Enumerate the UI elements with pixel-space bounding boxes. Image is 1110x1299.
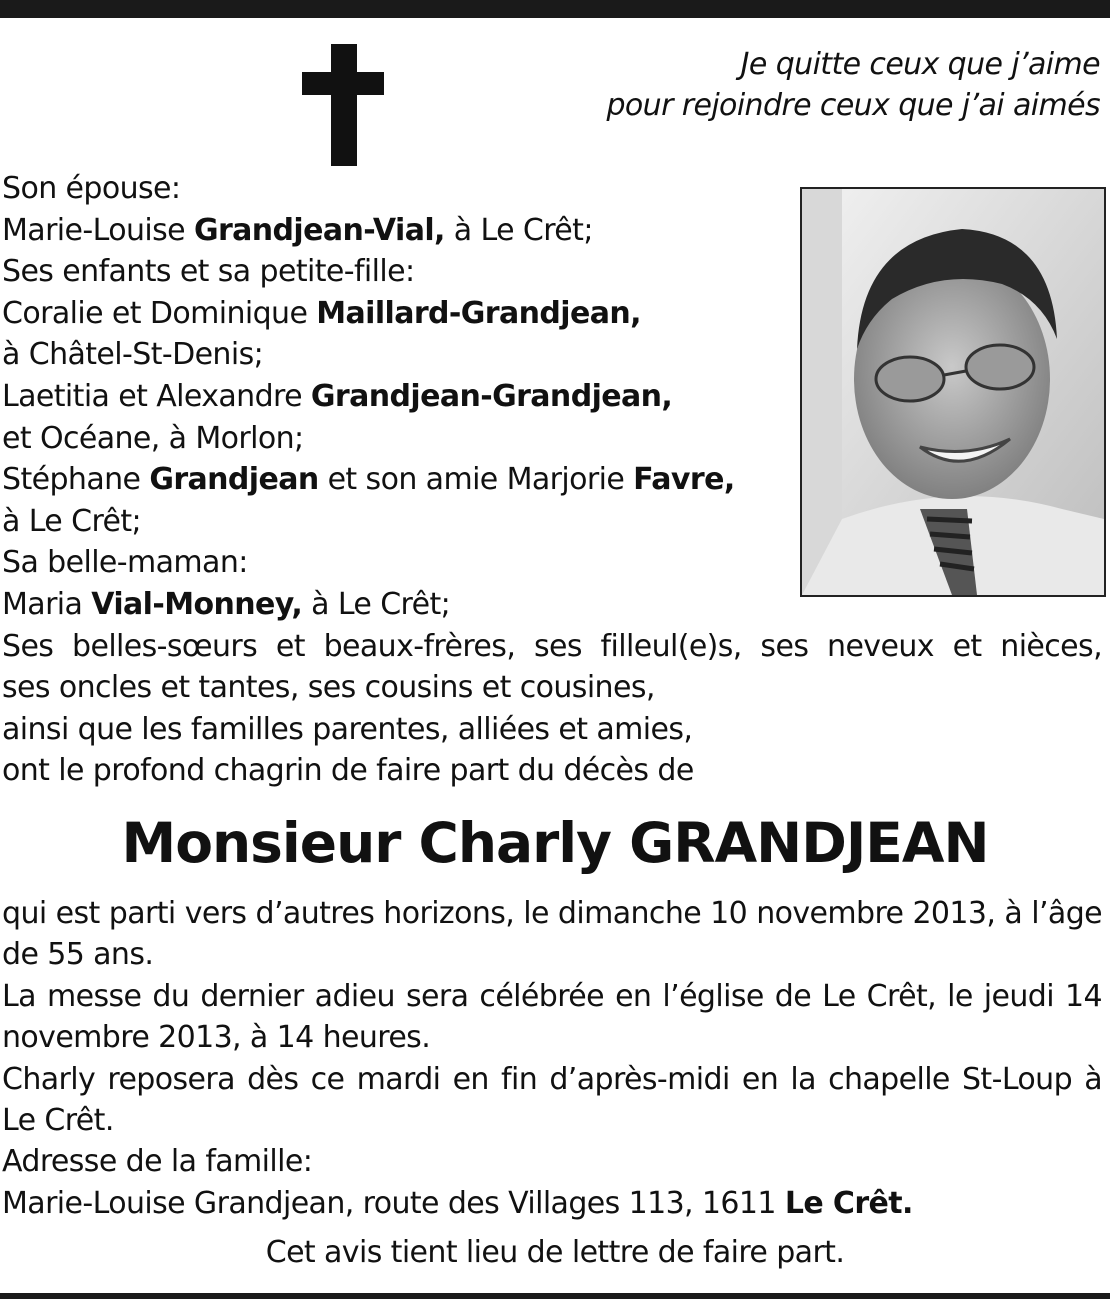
epigraph: [540, 44, 1100, 126]
given-name: Laetitia et Alexandre: [2, 378, 311, 414]
family-name: Grandjean: [149, 462, 319, 498]
given-name: et son amie Marjorie: [318, 462, 634, 498]
family-name: Favre,: [633, 462, 735, 498]
family-line: [2, 210, 1102, 252]
details-paragraph: Adresse de la famille:: [2, 1144, 313, 1180]
details: [2, 893, 1102, 1224]
family-line: [2, 293, 1102, 335]
family-line: Son épouse:: [2, 171, 181, 206]
family-name: Grandjean-Vial,: [193, 212, 445, 248]
family-line: et Océane, à Morlon;: [2, 420, 304, 456]
family-list: [2, 168, 1102, 792]
family-name: Maillard-Grandjean,: [316, 295, 641, 331]
family-line: ses oncles et tantes, ses cousins et cousines,: [2, 670, 655, 706]
top-rule: [0, 0, 1110, 18]
family-name: Vial-Monney,: [91, 586, 303, 622]
family-line: Sa belle-maman:: [2, 545, 248, 581]
details-paragraph: Charly reposera dès ce mardi en fin d’après-midi en la chapelle St-Loup à Le Crêt.: [2, 1061, 1102, 1139]
family-line: Ses belles-sœurs et beaux-frères, ses filleul(e)s, ses neveux et nièces,: [2, 628, 1102, 664]
location: à Le Crêt;: [444, 212, 593, 248]
location: à Le Crêt;: [302, 586, 451, 622]
family-line: ainsi que les familles parentes, alliées et amies,: [2, 711, 693, 747]
address-town: Le Crêt.: [784, 1185, 913, 1221]
given-name: Stéphane: [2, 462, 150, 498]
family-line: Ses enfants et sa petite-fille:: [2, 254, 415, 290]
family-name: Grandjean-Grandjean,: [310, 378, 673, 414]
epigraph-line-1: Je quitte ceux que j’aime: [740, 47, 1100, 82]
cross-icon: [302, 44, 384, 166]
details-paragraph: La messe du dernier adieu sera célébrée en l’église de Le Crêt, le jeudi 14 novembre 2013, à 14 heures.: [2, 978, 1102, 1056]
epigraph-line-2: pour rejoindre ceux que j’ai aimés: [606, 88, 1100, 123]
family-address: [2, 1183, 1102, 1224]
family-line: [2, 584, 1102, 626]
given-name: Maria: [2, 586, 92, 622]
deceased-name: Monsieur Charly GRANDJEAN: [121, 811, 989, 875]
family-line: [2, 376, 1102, 418]
family-line: [2, 459, 1102, 501]
details-paragraph: qui est parti vers d’autres horizons, le dimanche 10 novembre 2013, à l’âge de 55 ans.: [2, 896, 1102, 973]
family-line: ont le profond chagrin de faire part du décès de: [2, 753, 694, 789]
address-text: Marie-Louise Grandjean, route des Villages 113, 1611: [2, 1185, 785, 1221]
closing-note: Cet avis tient lieu de lettre de faire part.: [265, 1235, 845, 1270]
family-line: à Le Crêt;: [2, 503, 142, 539]
family-line: à Châtel-St-Denis;: [2, 337, 264, 373]
bottom-rule: [0, 1293, 1110, 1299]
given-name: Marie-Louise: [2, 212, 194, 248]
given-name: Coralie et Dominique: [2, 295, 317, 331]
